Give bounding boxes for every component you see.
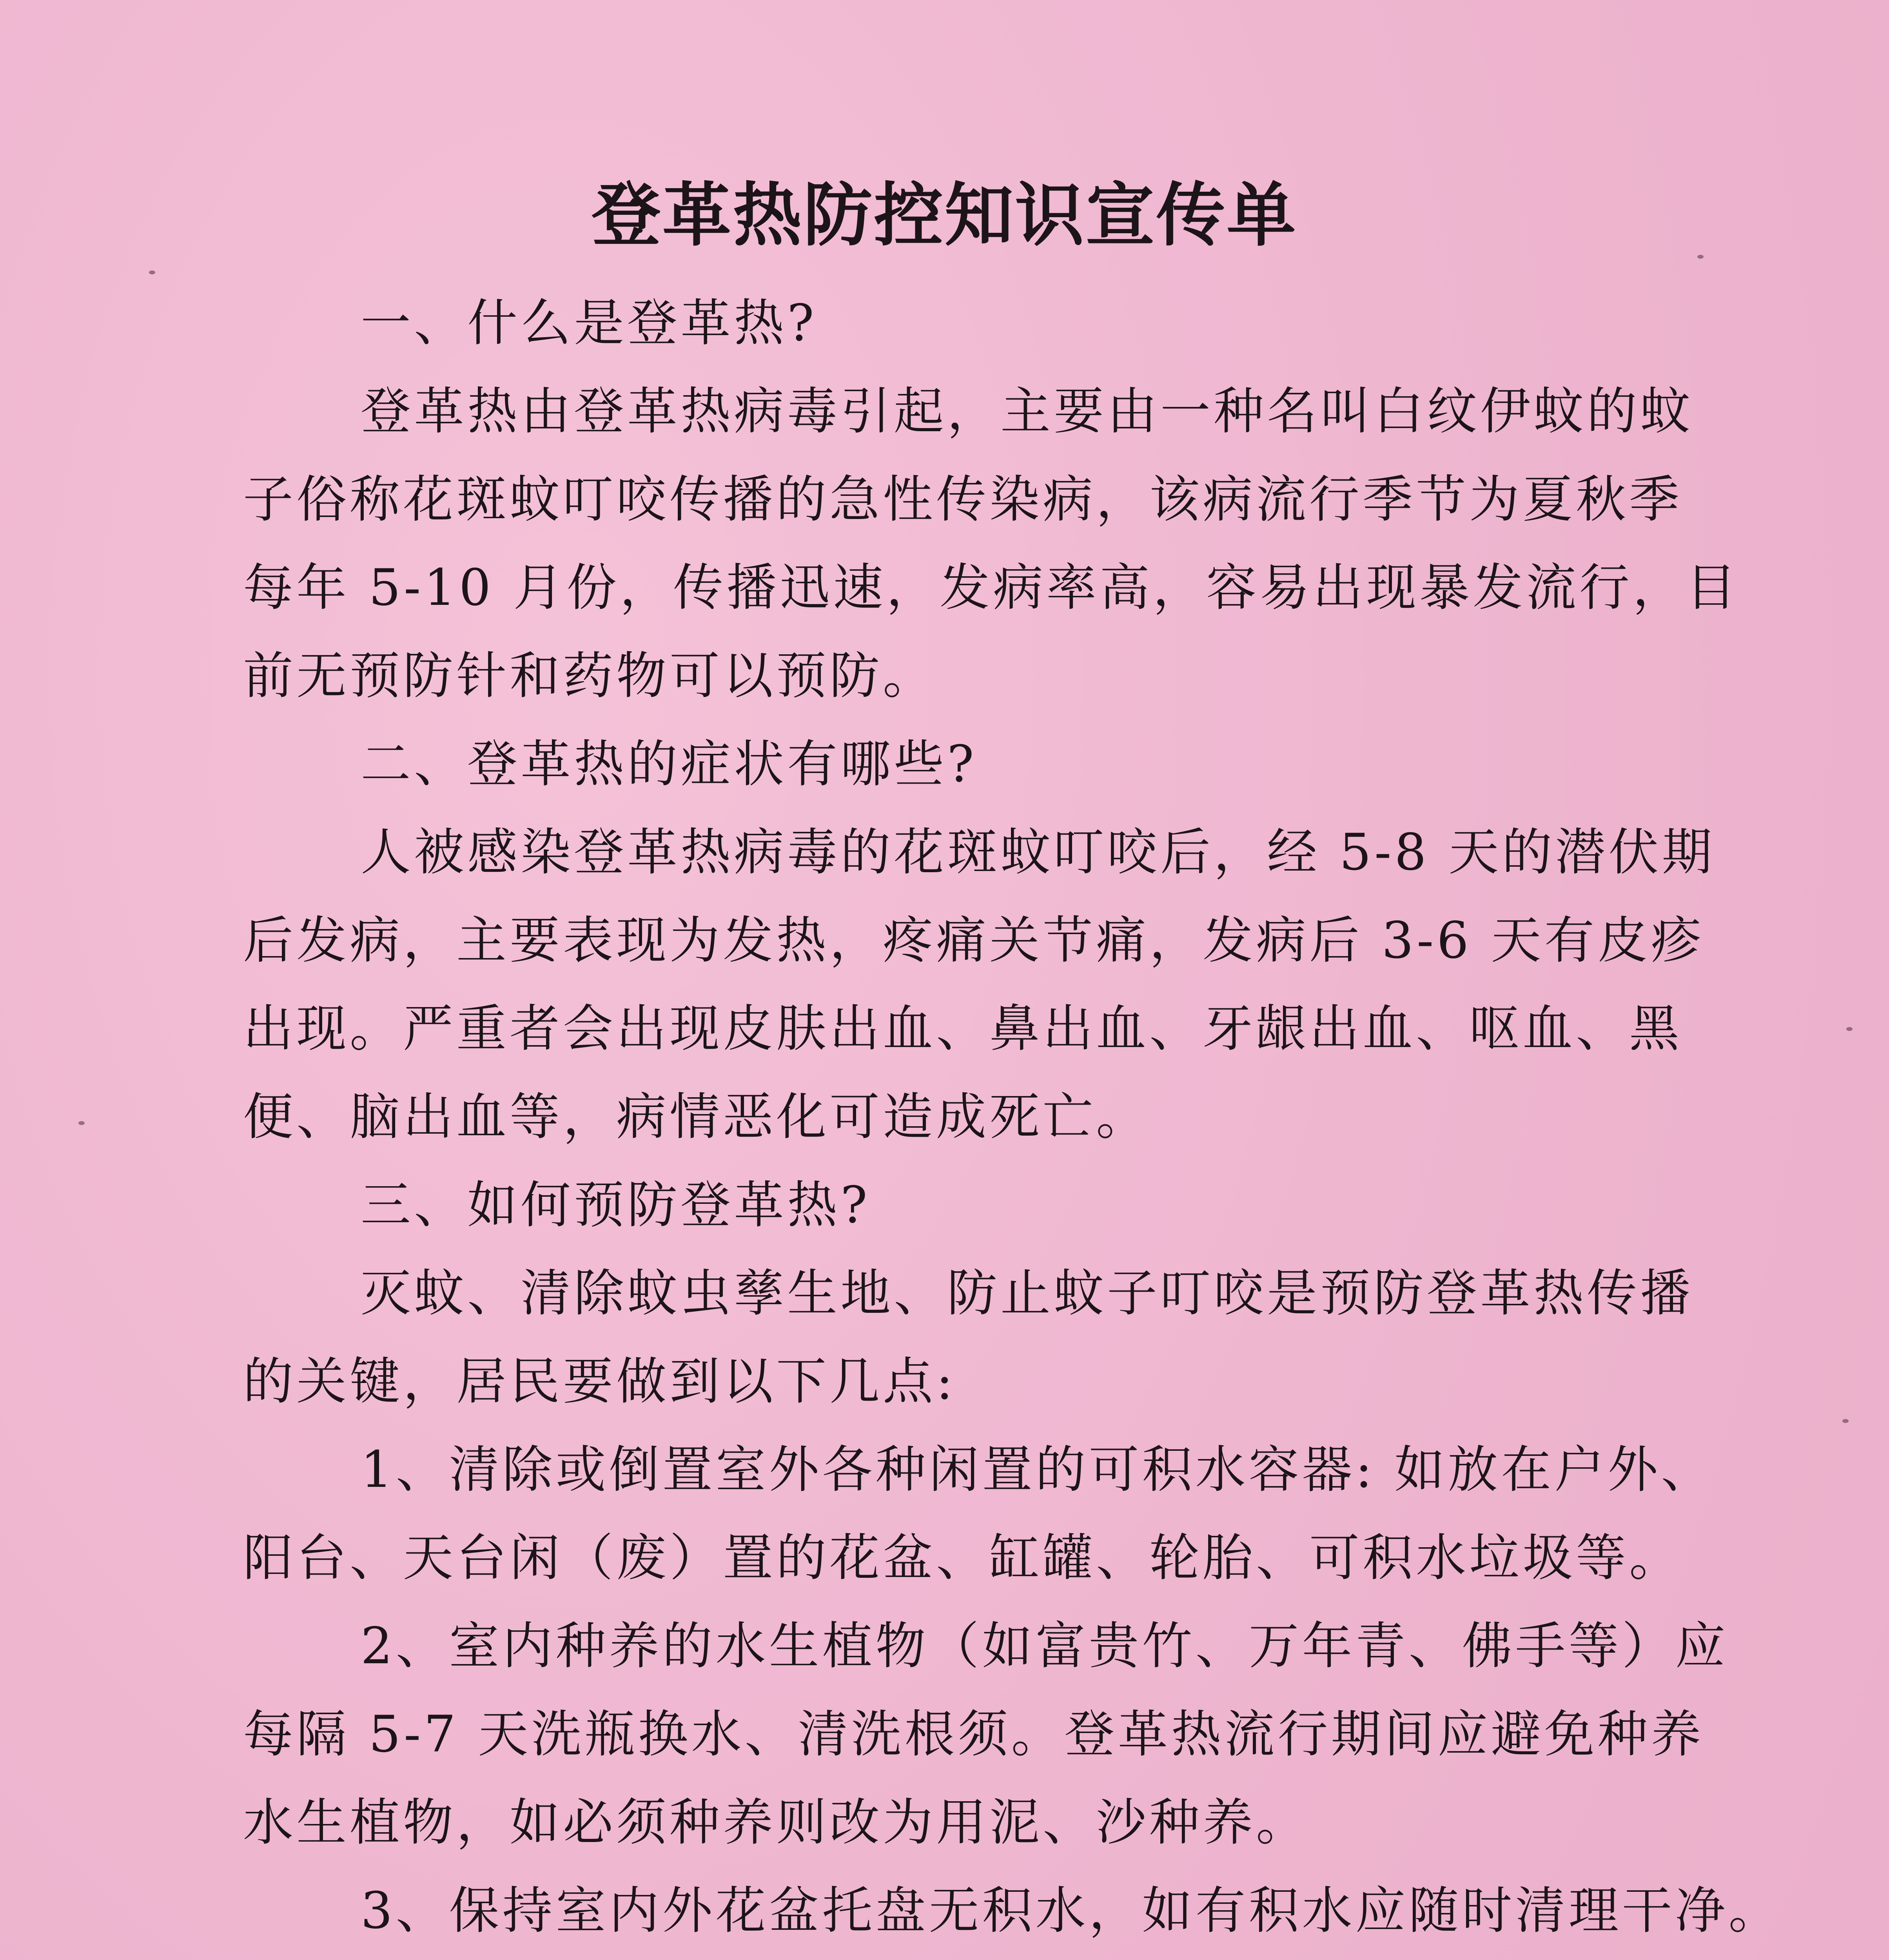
scan-speck (78, 1121, 85, 1125)
paragraph-line: 人被感染登革热病毒的花斑蚊叮咬后，经 5-8 天的潜伏期 (361, 823, 1715, 882)
paragraph-line: 阳台、天台闲（废）置的花盆、缸罐、轮胎、可积水垃圾等。 (243, 1529, 1683, 1587)
paragraph-line: 前无预防针和药物可以预防。 (243, 647, 936, 705)
paragraph-line: 灭蚊、清除蚊虫孳生地、防止蚊子叮咬是预防登革热传播 (361, 1264, 1694, 1323)
scan-speck (1697, 255, 1704, 259)
paragraph-line: 每隔 5-7 天洗瓶换水、清洗根须。登革热流行期间应避免种养 (243, 1705, 1704, 1764)
heading-symptoms: 二、登革热的症状有哪些? (361, 735, 977, 793)
document-title: 登革热防控知识宣传单 (592, 175, 1297, 256)
paragraph-line: 后发病，主要表现为发热，疼痛关节痛，发病后 3-6 天有皮疹 (243, 911, 1704, 970)
paragraph-line: 便、脑出血等，病情恶化可造成死亡。 (243, 1088, 1150, 1146)
list-item-2: 2、室内种养的水生植物（如富贵竹、万年青、佛手等）应 (361, 1617, 1729, 1675)
paragraph-line: 出现。严重者会出现皮肤出血、鼻出血、牙龈出血、呕血、黑 (243, 1000, 1683, 1058)
paragraph-line: 每年 5-10 月份，传播迅速，发病率高，容易出现暴发流行，目 (243, 559, 1739, 617)
list-item-1: 1、清除或倒置室外各种闲置的可积水容器: 如放在户外、 (361, 1441, 1715, 1499)
heading-prevention: 三、如何预防登革热? (361, 1176, 871, 1234)
paragraph-line: 登革热由登革热病毒引起，主要由一种名叫白纹伊蚊的蚊 (361, 382, 1694, 441)
paragraph-line: 子俗称花斑蚊叮咬传播的急性传染病，该病流行季节为夏秋季 (243, 470, 1683, 529)
paragraph-line: 水生植物，如必须种养则改为用泥、沙种养。 (243, 1793, 1310, 1852)
heading-what-is-dengue: 一、什么是登革热? (361, 294, 817, 352)
scan-speck (1846, 1027, 1853, 1031)
paragraph-line: 的关键，居民要做到以下几点: (243, 1352, 956, 1411)
list-item-3: 3、保持室内外花盆托盘无积水，如有积水应随时清理干净。 (361, 1882, 1782, 1940)
scan-speck (1842, 1419, 1849, 1423)
scan-speck (149, 270, 155, 274)
